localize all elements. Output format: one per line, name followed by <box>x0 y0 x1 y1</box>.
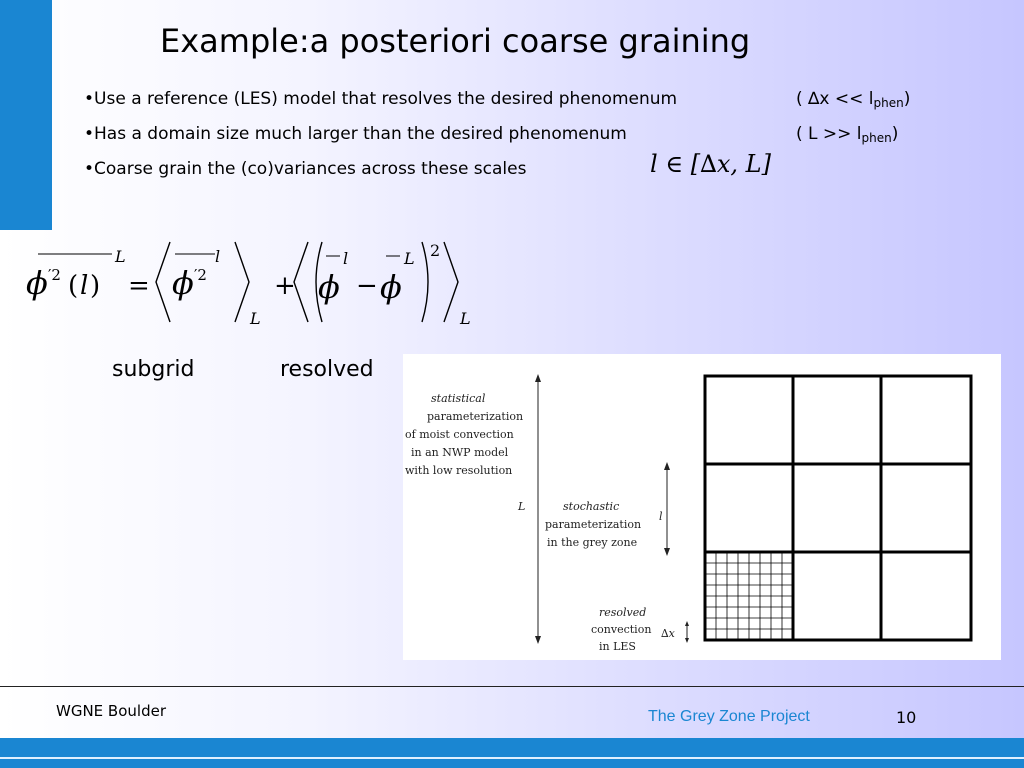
bullet-2 <box>84 124 899 145</box>
bottom-stripe <box>0 757 1024 759</box>
resolved-label: resolved <box>280 357 374 382</box>
svg-text:l: l <box>343 249 349 268</box>
svg-text:ϕ: ϕ <box>380 268 402 306</box>
svg-text:′2: ′2 <box>48 266 61 284</box>
interval-in: ∈ <box>665 150 684 178</box>
scale-interval <box>650 150 771 178</box>
stochastic-line-0: stochastic <box>563 500 620 513</box>
svg-text:ϕ: ϕ <box>172 264 194 302</box>
accent-bar-left <box>0 0 52 230</box>
svg-text:ϕ: ϕ <box>26 264 48 302</box>
interval-var: l <box>650 150 658 178</box>
statistical-line-4: with low resolution <box>405 464 513 477</box>
page-number: 10 <box>896 708 917 727</box>
svg-text:2: 2 <box>430 241 441 260</box>
statistical-line-3: in an NWP model <box>411 446 509 459</box>
svg-text:′2: ′2 <box>194 266 207 284</box>
svg-text:L: L <box>404 249 415 268</box>
small-l-label: l <box>659 510 663 523</box>
note-2-prefix: ( L >> l <box>796 124 862 144</box>
note-1-sub: phen <box>873 96 904 110</box>
bullet-3 <box>84 159 526 179</box>
svg-text:ϕ: ϕ <box>318 268 340 306</box>
resolved-line-1: convection <box>591 623 652 636</box>
coarse-grid <box>705 376 971 640</box>
note-2-sub: phen <box>861 131 892 145</box>
svg-text:L: L <box>115 247 126 266</box>
coarse-graining-equation <box>10 232 480 332</box>
svg-text:): ) <box>90 271 101 301</box>
footer-project: The Grey Zone Project <box>648 708 810 725</box>
interval-range: [∆x, L] <box>690 150 771 178</box>
svg-text:L: L <box>460 309 471 328</box>
svg-text:=: = <box>128 271 150 301</box>
statistical-line-2: of moist convection <box>405 428 514 441</box>
note-1-suffix: ) <box>903 89 911 109</box>
bullet-3-text: •Coarse grain the (co)variances across these scales <box>84 159 527 179</box>
resolved-line-2: in LES <box>599 640 636 653</box>
subgrid-label: subgrid <box>112 357 195 382</box>
note-2-suffix: ) <box>891 124 899 144</box>
bullet-1-note <box>796 89 910 110</box>
big-L-label: L <box>518 500 526 513</box>
svg-text:+: + <box>274 271 296 301</box>
slide-title: Example:a posteriori coarse graining <box>160 22 751 60</box>
fine-grid <box>705 552 793 640</box>
resolved-line-0: resolved <box>599 606 647 619</box>
footer-divider <box>0 686 1024 687</box>
svg-text:−: − <box>356 271 378 301</box>
scale-diagram <box>403 354 1001 660</box>
bullet-1-text: •Use a reference (LES) model that resolves the desired phenomenum <box>84 89 678 109</box>
bullet-1 <box>84 89 911 110</box>
delta-x-label: ∆x <box>661 627 675 640</box>
footer-event: WGNE Boulder <box>56 702 166 720</box>
svg-text:L: L <box>250 309 261 328</box>
stochastic-line-1: parameterization <box>545 518 642 531</box>
bullet-2-note <box>796 124 898 145</box>
svg-text:l: l <box>215 247 221 266</box>
note-1-prefix: ( ∆x << l <box>796 89 874 109</box>
bullet-2-text: •Has a domain size much larger than the desired phenomenum <box>84 124 627 144</box>
stochastic-line-2: in the grey zone <box>547 536 638 549</box>
statistical-line-0: statistical <box>431 392 486 405</box>
svg-text:l: l <box>80 271 89 301</box>
svg-text:(: ( <box>68 271 79 301</box>
bottom-bar <box>0 738 1024 768</box>
statistical-line-1: parameterization <box>427 410 524 423</box>
